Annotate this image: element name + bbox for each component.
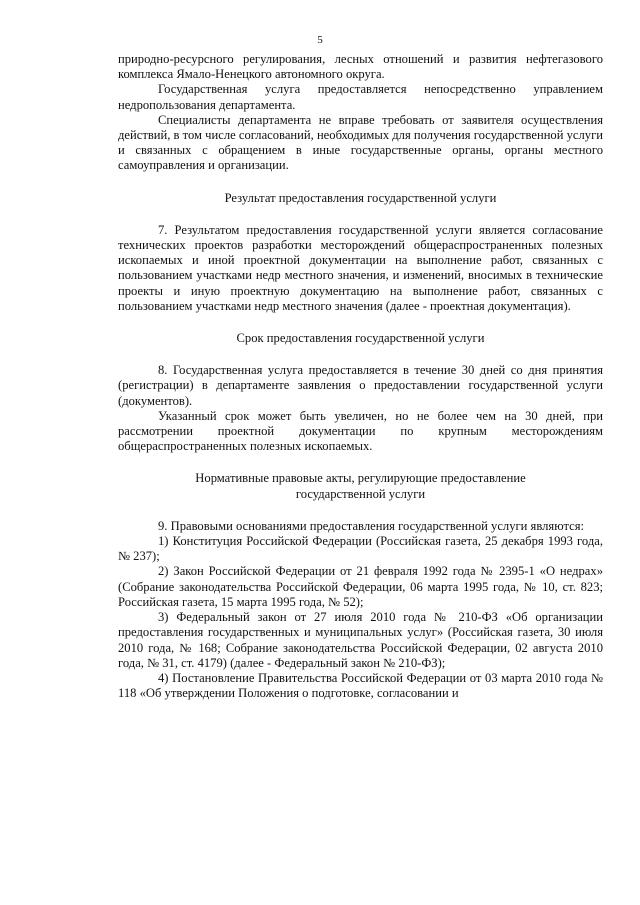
document-body [118, 52, 603, 701]
page-number: 5 [317, 34, 323, 46]
intro-paragraph-3: Специалисты департамента не вправе требовать от заявителя осуществления действий, в том числе согласований, необходимых для получения государственной услуги и связанных с обращением в иные государственные органы, органы местного самоуправления и организации. [118, 112, 603, 173]
result-paragraph-1: 7. Результатом предоставления государственной услуги является согласование технических проектов разработки месторождений общераспространенных полезных ископаемых и иной проектной документации на выполнение работ, связанных с пользованием участками недр местного значения, и изменений, вносимых в технические проекты и иную проектную документацию на выполнение работ, связанных с пользованием участками недр местного значения (далее - проектная документация). [118, 222, 603, 313]
intro-paragraph-1: природно-ресурсного регулирования, лесных отношений и развития нефтегазового комплекса Ямало-Ненецкого автономного округа. [118, 52, 603, 82]
term-paragraph-1: 8. Государственная услуга предоставляется в течение 30 дней со дня принятия (регистрации) в департаменте заявления о предоставлении государственной услуги (документов). [118, 363, 603, 408]
section-heading-term: Срок предоставления государственной услуги [236, 331, 485, 346]
acts-paragraph-1: 9. Правовыми основаниями предоставления государственной услуги являются: [158, 518, 584, 533]
acts-paragraph-5: 4) Постановление Правительства Российской Федерации от 03 марта 2010 года № 118 «Об утверждении Положения о подготовке, согласовании и [118, 670, 603, 701]
section-heading-result: Результат предоставления государственной услуги [224, 190, 497, 205]
section-heading-acts-line-2: государственной услуги [295, 486, 426, 501]
acts-paragraph-3: 2) Закон Российской Федерации от 21 февраля 1992 года № 2395-1 «О недрах» (Собрание законодательства Российской Федерации, 06 марта 1995 года, № 10, ст. 823; Российская газета, 15 марта 1995 года, № 52); [118, 564, 603, 609]
term-paragraph-2: Указанный срок может быть увеличен, но не более чем на 30 дней, при рассмотрении проектной документации по крупным месторождениям общераспространенных полезных ископаемых. [118, 408, 603, 454]
acts-paragraph-4: 3) Федеральный закон от 27 июля 2010 года № 210-ФЗ «Об организации предоставления государственных и муниципальных услуг» (Российская газета, 30 июля 2010 года, № 168; Собрание законодательства Российской Федерации, 02 августа 2010 года, № 31, ст. 4179) (далее - Федеральный закон № 210-ФЗ); [118, 610, 603, 670]
acts-paragraph-2: 1) Конституция Российской Федерации (Российская газета, 25 декабря 1993 года, № 237); [118, 534, 603, 564]
section-heading-acts-line-1: Нормативные правовые акты, регулирующие предоставление [195, 471, 526, 486]
intro-paragraph-2: Государственная услуга предоставляется непосредственно управлением недропользования департамента. [118, 82, 603, 112]
